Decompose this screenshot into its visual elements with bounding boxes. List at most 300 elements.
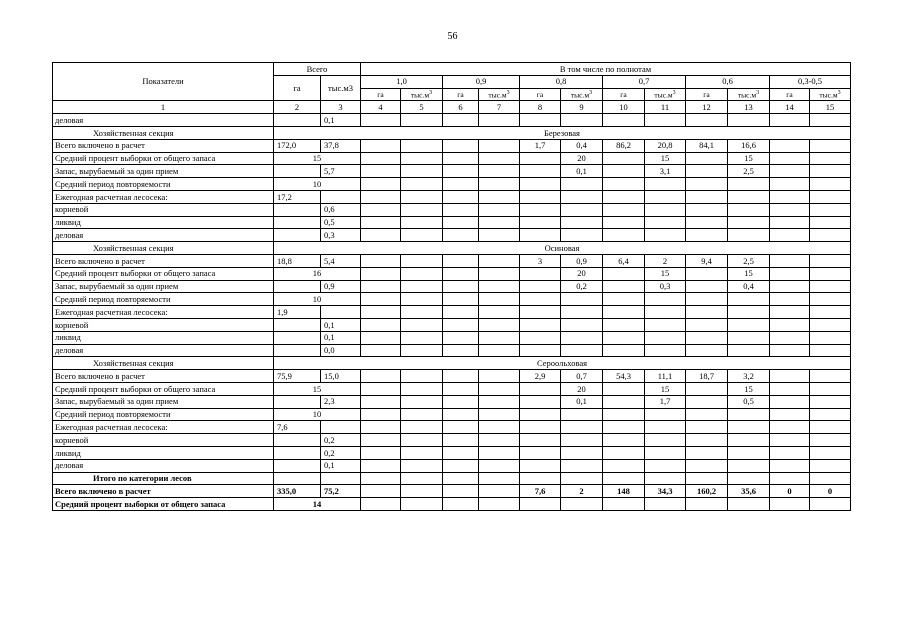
superscript-3: 3 (672, 89, 676, 96)
table-row (53, 395, 851, 408)
density-value (443, 229, 479, 242)
density-value (520, 459, 561, 472)
density-value (561, 216, 603, 229)
table-row (53, 485, 851, 498)
density-value (770, 139, 810, 152)
density-value (443, 331, 479, 344)
header-unit-tys: $тыс.м^3$ (810, 88, 851, 101)
density-value: 84,1 (686, 139, 728, 152)
empty-cell (561, 472, 603, 485)
density-value (810, 216, 851, 229)
total-ga: 18,8 (274, 254, 321, 267)
density-value (520, 165, 561, 178)
density-value (401, 229, 443, 242)
density-value (686, 229, 728, 242)
density-value: 18,7 (686, 370, 728, 383)
column-number: 11 (645, 101, 686, 114)
header-total: Всего (274, 63, 361, 76)
density-value (686, 318, 728, 331)
density-value (443, 408, 479, 421)
header-density: 0,7 (603, 75, 686, 88)
density-value (686, 280, 728, 293)
density-value (361, 216, 401, 229)
density-value (645, 306, 686, 319)
density-value (686, 165, 728, 178)
density-value: 15 (645, 267, 686, 280)
density-value (810, 421, 851, 434)
density-value (561, 344, 603, 357)
density-value (361, 152, 401, 165)
density-value (686, 331, 728, 344)
density-value (770, 293, 810, 306)
density-value (401, 498, 443, 511)
density-value (561, 318, 603, 331)
density-value (603, 306, 645, 319)
header-unit-tys: $тыс.м^3$ (401, 88, 443, 101)
density-value (603, 165, 645, 178)
header-incl: В том числе по полнотам (361, 63, 851, 76)
empty-cell (401, 472, 443, 485)
density-value (520, 306, 561, 319)
density-value (401, 165, 443, 178)
density-value (603, 434, 645, 447)
density-value: 0,2 (561, 280, 603, 293)
density-value (361, 485, 401, 498)
density-value (401, 114, 443, 127)
density-value (401, 434, 443, 447)
density-value (728, 498, 770, 511)
density-value: 9,4 (686, 254, 728, 267)
row-label: Средний процент выборки от общего запаса (53, 152, 274, 165)
density-value (401, 152, 443, 165)
empty-cell (645, 472, 686, 485)
total-ga: 335,0 (274, 485, 321, 498)
density-value (401, 344, 443, 357)
density-value (401, 178, 443, 191)
density-value (361, 459, 401, 472)
density-value (561, 293, 603, 306)
density-value (361, 421, 401, 434)
density-value (401, 190, 443, 203)
density-value (361, 190, 401, 203)
density-value (686, 395, 728, 408)
density-value (520, 267, 561, 280)
empty-cell (274, 472, 321, 485)
density-value: 2,9 (520, 370, 561, 383)
row-label: Всего включено в расчет (53, 370, 274, 383)
density-value (401, 382, 443, 395)
total-merged: 10 (274, 408, 361, 421)
density-value (686, 446, 728, 459)
density-value: 15 (728, 267, 770, 280)
column-number: 5 (401, 101, 443, 114)
density-value (361, 139, 401, 152)
density-value: 3,1 (645, 165, 686, 178)
density-value (361, 254, 401, 267)
table-row (53, 254, 851, 267)
header-unit-tys: $тыс.м^3$ (561, 88, 603, 101)
density-value (443, 382, 479, 395)
density-value (645, 331, 686, 344)
density-value (810, 318, 851, 331)
density-value (561, 178, 603, 191)
column-number: 10 (603, 101, 645, 114)
density-value (479, 280, 520, 293)
table-row (53, 408, 851, 421)
table-row (53, 306, 851, 319)
total-ga: 7,6 (274, 421, 321, 434)
density-value (520, 190, 561, 203)
density-value (479, 459, 520, 472)
table-row (53, 165, 851, 178)
density-value (520, 293, 561, 306)
density-value: 34,3 (645, 485, 686, 498)
column-number: 4 (361, 101, 401, 114)
density-value (443, 318, 479, 331)
section-name: Осиновая (274, 242, 851, 255)
density-value: 0,3 (645, 280, 686, 293)
density-value (770, 498, 810, 511)
empty-cell (770, 472, 810, 485)
density-value (728, 203, 770, 216)
density-value (443, 114, 479, 127)
density-value (603, 114, 645, 127)
density-value (810, 165, 851, 178)
density-value (810, 370, 851, 383)
density-value (645, 216, 686, 229)
row-label: Запас, вырубаемый за один прием (53, 165, 274, 178)
density-value (645, 459, 686, 472)
density-value (810, 254, 851, 267)
table-row (53, 293, 851, 306)
density-value (361, 395, 401, 408)
table-row (53, 280, 851, 293)
density-value (443, 152, 479, 165)
density-value (645, 498, 686, 511)
total-tys: 0,1 (321, 114, 361, 127)
density-value (603, 280, 645, 293)
density-value: 15 (645, 382, 686, 395)
density-value (645, 114, 686, 127)
row-label: Ежегодная расчетная лесосека: (53, 306, 274, 319)
row-label: Запас, вырубаемый за один прием (53, 395, 274, 408)
superscript-3: 3 (506, 89, 510, 96)
density-value (728, 421, 770, 434)
density-value (645, 344, 686, 357)
density-value (770, 216, 810, 229)
density-value (810, 446, 851, 459)
density-value (770, 370, 810, 383)
header-density: 1,0 (361, 75, 443, 88)
density-value (770, 203, 810, 216)
row-label: Ежегодная расчетная лесосека: (53, 421, 274, 434)
density-value (520, 434, 561, 447)
row-label: Всего включено в расчет (53, 254, 274, 267)
density-value (728, 408, 770, 421)
density-value: 0,7 (561, 370, 603, 383)
density-value (645, 293, 686, 306)
density-value (728, 114, 770, 127)
row-label: деловая (53, 344, 274, 357)
density-value (645, 229, 686, 242)
density-value (770, 280, 810, 293)
density-value (401, 216, 443, 229)
density-value (361, 408, 401, 421)
table-row (53, 203, 851, 216)
density-value (401, 459, 443, 472)
density-value (728, 293, 770, 306)
total-ga (274, 459, 321, 472)
density-value: 0,9 (561, 254, 603, 267)
density-value (520, 114, 561, 127)
density-value (479, 382, 520, 395)
density-value (810, 408, 851, 421)
table-row (53, 229, 851, 242)
density-value (443, 203, 479, 216)
row-label: деловая (53, 459, 274, 472)
total-ga (274, 165, 321, 178)
density-value (770, 331, 810, 344)
density-value (479, 254, 520, 267)
total-ga (274, 318, 321, 331)
density-value (401, 395, 443, 408)
header-total-tys: тыс.м3 (321, 75, 361, 101)
density-value: 35,6 (728, 485, 770, 498)
row-label: Средний процент выборки от общего запаса (53, 267, 274, 280)
table-row (53, 357, 851, 370)
density-value (603, 331, 645, 344)
density-value (479, 446, 520, 459)
density-value (361, 382, 401, 395)
total-tys: 0,1 (321, 331, 361, 344)
density-value (520, 446, 561, 459)
density-value (561, 114, 603, 127)
total-tys: 0,0 (321, 344, 361, 357)
density-value (686, 408, 728, 421)
density-value (770, 408, 810, 421)
total-merged: 10 (274, 293, 361, 306)
empty-cell (443, 472, 479, 485)
density-value: 54,3 (603, 370, 645, 383)
density-value (810, 382, 851, 395)
total-tys: 0,3 (321, 229, 361, 242)
section-label: Хозяйственная секция (53, 242, 274, 255)
empty-cell (520, 472, 561, 485)
density-value (443, 139, 479, 152)
density-value (401, 139, 443, 152)
density-value (728, 446, 770, 459)
column-number: 14 (770, 101, 810, 114)
density-value (810, 152, 851, 165)
header-unit-ga: га (686, 88, 728, 101)
density-value (770, 254, 810, 267)
density-value (810, 267, 851, 280)
density-value (443, 459, 479, 472)
header-unit-tys: $тыс.м^3$ (645, 88, 686, 101)
table-row (53, 216, 851, 229)
table-row (53, 139, 851, 152)
density-value: 20 (561, 267, 603, 280)
forest-calculation-table (52, 62, 851, 511)
density-value (645, 434, 686, 447)
row-label: Запас, вырубаемый за один прием (53, 280, 274, 293)
density-value (401, 446, 443, 459)
density-value: 160,2 (686, 485, 728, 498)
table-row (53, 498, 851, 511)
total-ga: 17,2 (274, 190, 321, 203)
total-tys (321, 421, 361, 434)
row-label: Ежегодная расчетная лесосека: (53, 190, 274, 203)
section-label: Хозяйственная секция (53, 357, 274, 370)
density-value (443, 446, 479, 459)
density-value (810, 190, 851, 203)
header-unit-tys: $тыс.м^3$ (728, 88, 770, 101)
density-value (479, 114, 520, 127)
density-value (810, 395, 851, 408)
total-tys: 0,2 (321, 446, 361, 459)
density-value (479, 293, 520, 306)
table-row (53, 114, 851, 127)
density-value (686, 421, 728, 434)
density-value (361, 203, 401, 216)
density-value (645, 178, 686, 191)
density-value (520, 280, 561, 293)
total-merged: 10 (274, 178, 361, 191)
density-value (770, 114, 810, 127)
table-row (53, 421, 851, 434)
density-value (645, 421, 686, 434)
density-value (810, 114, 851, 127)
density-value (479, 395, 520, 408)
density-value (686, 382, 728, 395)
density-value: 1,7 (645, 395, 686, 408)
density-value (810, 280, 851, 293)
column-number: 8 (520, 101, 561, 114)
row-label: Всего включено в расчет (53, 485, 274, 498)
density-value (686, 459, 728, 472)
total-tys: 37,8 (321, 139, 361, 152)
density-value (810, 203, 851, 216)
section-label: Хозяйственная секция (53, 126, 274, 139)
density-value (479, 344, 520, 357)
total-tys: 5,7 (321, 165, 361, 178)
density-value (479, 370, 520, 383)
density-value (645, 408, 686, 421)
density-value (810, 293, 851, 306)
row-label: Средний процент выборки от общего запаса (53, 382, 274, 395)
density-value (770, 318, 810, 331)
total-tys: 5,4 (321, 254, 361, 267)
density-value: 3,2 (728, 370, 770, 383)
density-value (728, 190, 770, 203)
density-value (520, 229, 561, 242)
density-value: 3 (520, 254, 561, 267)
total-ga (274, 203, 321, 216)
table-row (53, 190, 851, 203)
total-tys: 0,2 (321, 434, 361, 447)
density-value (520, 395, 561, 408)
density-value (443, 293, 479, 306)
table-row (53, 446, 851, 459)
density-value (520, 216, 561, 229)
density-value (561, 434, 603, 447)
density-value: 0,4 (561, 139, 603, 152)
density-value (443, 267, 479, 280)
table-row (53, 344, 851, 357)
empty-cell (810, 472, 851, 485)
density-value (603, 178, 645, 191)
density-value (603, 421, 645, 434)
density-value (443, 421, 479, 434)
density-value: 11,1 (645, 370, 686, 383)
row-label: деловая (53, 229, 274, 242)
total-tys: 2,3 (321, 395, 361, 408)
density-value (770, 178, 810, 191)
column-number: 15 (810, 101, 851, 114)
density-value (603, 203, 645, 216)
density-value: 0,1 (561, 165, 603, 178)
density-value (770, 229, 810, 242)
density-value (810, 344, 851, 357)
density-value (603, 190, 645, 203)
density-value: 20 (561, 152, 603, 165)
density-value (479, 421, 520, 434)
row-label: Средний период повторяемости (53, 408, 274, 421)
density-value (686, 434, 728, 447)
density-value (810, 459, 851, 472)
header-unit-ga: га (520, 88, 561, 101)
density-value (770, 446, 810, 459)
density-value (401, 293, 443, 306)
column-number: 9 (561, 101, 603, 114)
row-label: Всего включено в расчет (53, 139, 274, 152)
header-unit-ga: га (603, 88, 645, 101)
density-value (686, 267, 728, 280)
density-value (361, 446, 401, 459)
density-value (479, 165, 520, 178)
density-value (443, 280, 479, 293)
density-value (770, 421, 810, 434)
density-value: 2,5 (728, 165, 770, 178)
density-value (361, 280, 401, 293)
density-value (561, 331, 603, 344)
density-value (479, 216, 520, 229)
header-unit-tys: $тыс.м^3$ (479, 88, 520, 101)
empty-cell (321, 472, 361, 485)
density-value: 0,1 (561, 395, 603, 408)
density-value (479, 318, 520, 331)
table-row (53, 331, 851, 344)
density-value (645, 203, 686, 216)
density-value (361, 344, 401, 357)
density-value: 0,5 (728, 395, 770, 408)
density-value (520, 408, 561, 421)
density-value (728, 178, 770, 191)
density-value (728, 331, 770, 344)
density-value (520, 498, 561, 511)
density-value (361, 370, 401, 383)
density-value (603, 216, 645, 229)
row-label: Средний период повторяемости (53, 293, 274, 306)
header-density: 0,9 (443, 75, 520, 88)
density-value (603, 229, 645, 242)
table-row (53, 152, 851, 165)
density-value (728, 459, 770, 472)
density-value: 20,8 (645, 139, 686, 152)
density-value (443, 485, 479, 498)
total-ga (274, 229, 321, 242)
header-density: 0,8 (520, 75, 603, 88)
